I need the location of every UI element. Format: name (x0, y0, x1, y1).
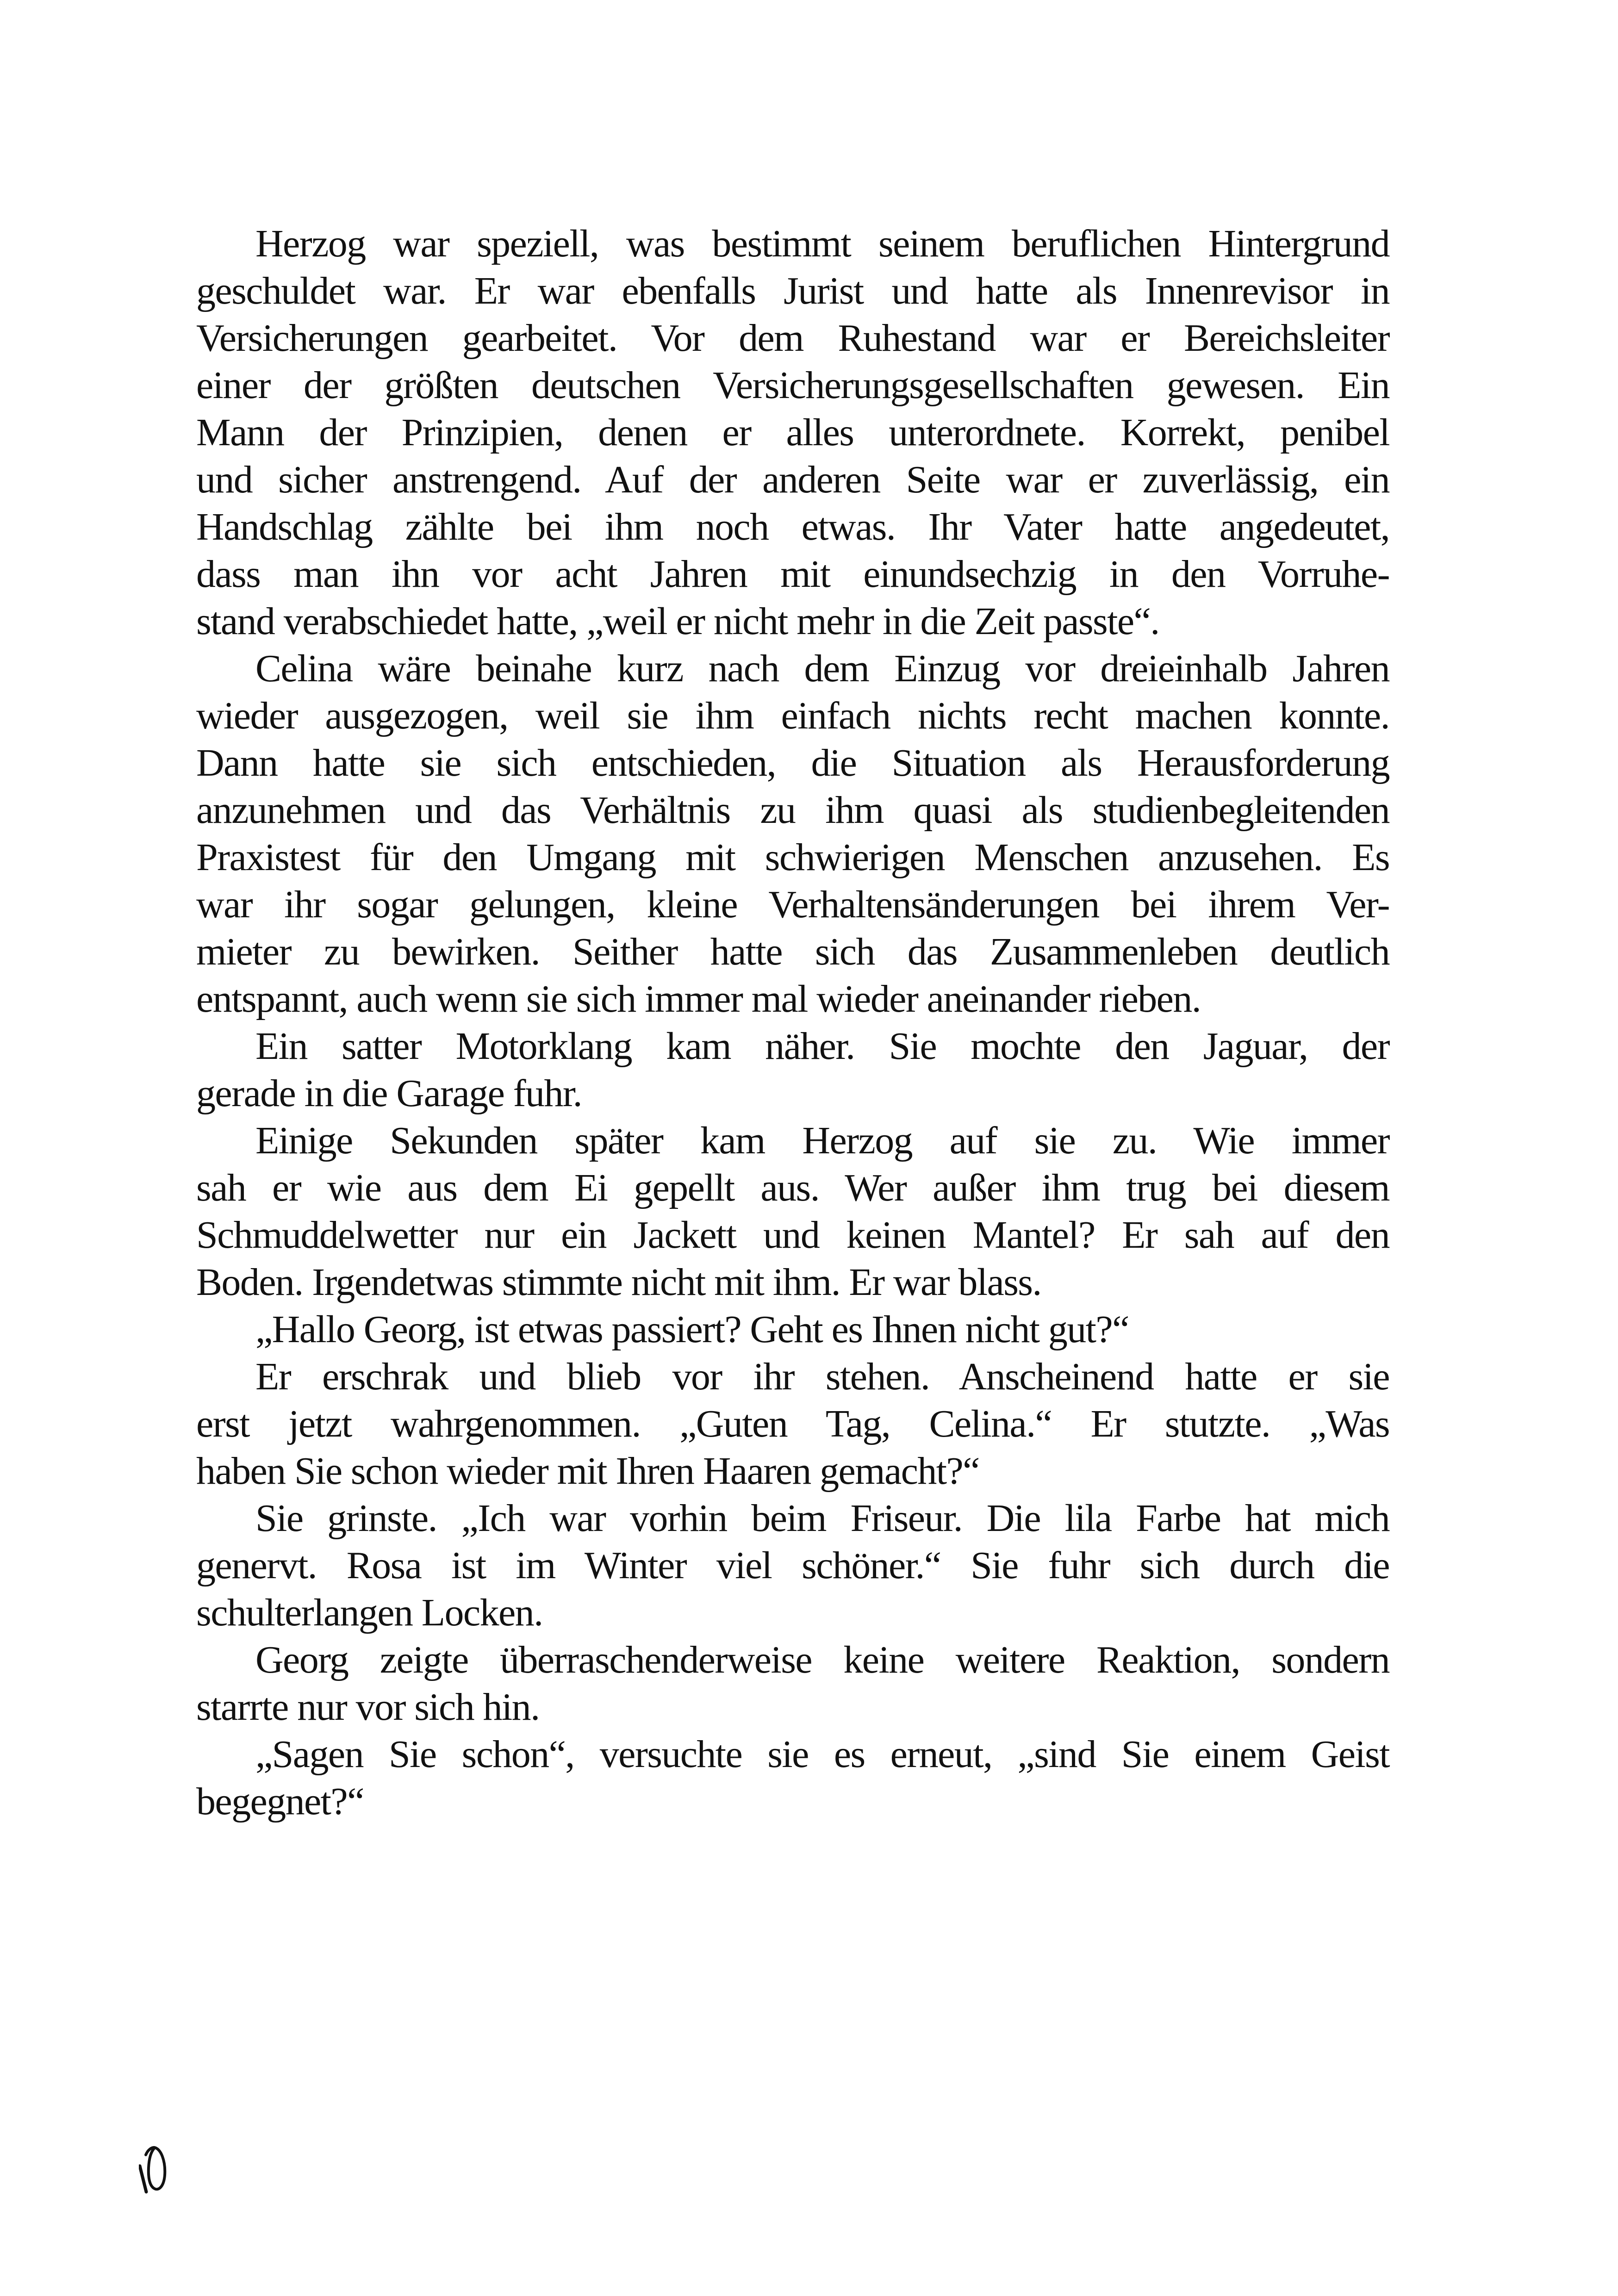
text-line: schulterlangen Locken. (196, 1591, 543, 1634)
text-line: erst jetzt wahrgenommen. „Guten Tag, Celina.“ Er stutzte. „Was (196, 1402, 1389, 1445)
text-line: Praxistest für den Umgang mit schwierigen Menschen anzusehen. Es (196, 836, 1389, 879)
text-line: Dann hatte sie sich entschieden, die Situation als Herausforderung (196, 741, 1389, 784)
text-line: „Sagen Sie schon“, versuchte sie es erneut, „sind Sie einem Geist (255, 1733, 1389, 1776)
text-line: einer der größten deutschen Versicherungsgesellschaften gewesen. Ein (196, 364, 1389, 407)
text-line: geschuldet war. Er war ebenfalls Jurist und hatte als Innenrevisor in (196, 269, 1389, 312)
text-line: entspannt, auch wenn sie sich immer mal wieder aneinander rieben. (196, 977, 1201, 1020)
text-line: begegnet?“ (196, 1780, 364, 1823)
text-line: Mann der Prinzipien, denen er alles unterordnete. Korrekt, penibel (196, 411, 1389, 454)
handwritten-page-number-icon (139, 2138, 194, 2194)
text-line: wieder ausgezogen, weil sie ihm einfach nichts recht machen konnte. (196, 694, 1389, 737)
text-line: Georg zeigte überraschenderweise keine weitere Reaktion, sondern (255, 1638, 1389, 1681)
paragraph (196, 1731, 1389, 1825)
paragraph (196, 1306, 1389, 1353)
paragraph (196, 1495, 1389, 1636)
text-line: starrte nur vor sich hin. (196, 1686, 540, 1729)
text-line: Sie grinste. „Ich war vorhin beim Friseur. Die lila Farbe hat mich (255, 1497, 1389, 1540)
text-line: Einige Sekunden später kam Herzog auf sie zu. Wie immer (255, 1119, 1389, 1162)
text-line: Versicherungen gearbeitet. Vor dem Ruhestand war er Bereichsleiter (196, 317, 1389, 360)
text-line: war ihr sogar gelungen, kleine Verhaltensänderungen bei ihrem Ver- (196, 883, 1389, 926)
text-line: dass man ihn vor acht Jahren mit einundsechzig in den Vorruhe- (196, 553, 1389, 596)
text-line: sah er wie aus dem Ei gepellt aus. Wer außer ihm trug bei diesem (196, 1166, 1389, 1209)
text-line: „Hallo Georg, ist etwas passiert? Geht es Ihnen nicht gut?“ (255, 1308, 1129, 1351)
paragraph (196, 220, 1389, 645)
text-line: mieter zu bewirken. Seither hatte sich das Zusammenleben deutlich (196, 930, 1389, 973)
text-line: Herzog war speziell, was bestimmt seinem beruflichen Hintergrund (255, 222, 1389, 265)
text-line: gerade in die Garage fuhr. (196, 1072, 582, 1115)
text-line: stand verabschiedet hatte, „weil er nicht mehr in die Zeit passte“. (196, 600, 1159, 643)
body-text (196, 220, 1389, 1825)
text-line: und sicher anstrengend. Auf der anderen Seite war er zuverlässig, ein (196, 458, 1389, 501)
text-line: haben Sie schon wieder mit Ihren Haaren gemacht?“ (196, 1450, 979, 1493)
text-line: Schmuddelwetter nur ein Jackett und keinen Mantel? Er sah auf den (196, 1213, 1389, 1257)
paragraph (196, 1353, 1389, 1495)
text-line: Boden. Irgendetwas stimmte nicht mit ihm. Er war blass. (196, 1261, 1041, 1304)
paragraph (196, 1636, 1389, 1731)
paragraph (196, 1117, 1389, 1306)
text-line: anzunehmen und das Verhältnis zu ihm quasi als studienbegleitenden (196, 789, 1389, 832)
text-line: Celina wäre beinahe kurz nach dem Einzug vor dreieinhalb Jahren (255, 647, 1389, 690)
text-line: Er erschrak und blieb vor ihr stehen. Anscheinend hatte er sie (255, 1355, 1389, 1398)
page-number (139, 2138, 194, 2194)
paragraph (196, 1023, 1389, 1117)
text-line: genervt. Rosa ist im Winter viel schöner.“ Sie fuhr sich durch die (196, 1544, 1389, 1587)
paragraph (196, 645, 1389, 1023)
text-line: Ein satter Motorklang kam näher. Sie mochte den Jaguar, der (255, 1025, 1389, 1068)
text-line: Handschlag zählte bei ihm noch etwas. Ihr Vater hatte angedeutet, (196, 505, 1389, 548)
